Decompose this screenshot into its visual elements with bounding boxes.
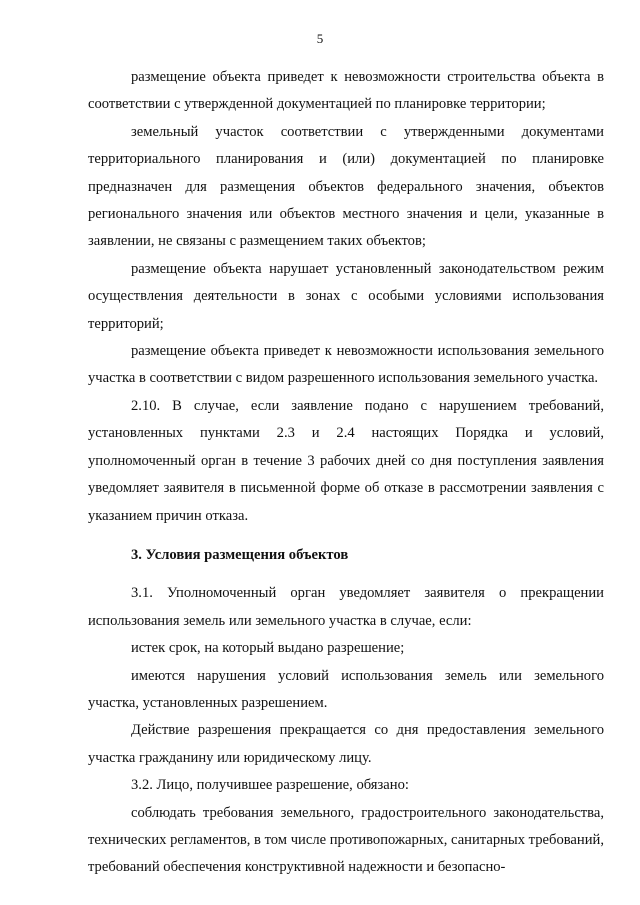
page-number: 5 bbox=[316, 31, 324, 46]
paragraph: имеются нарушения условий использования земель или земельного участка, установленных разрешением. bbox=[88, 667, 604, 711]
paragraph: соблюдать требования земельного, градостроительного законодательства, технических регламентов, в том числе противопожарных, санитарных требований, требований обеспечения конструктивной надежности и безопасно- bbox=[88, 804, 604, 876]
paragraph: 3.2. Лицо, получившее разрешение, обязано: bbox=[131, 777, 409, 794]
paragraph: Действие разрешения прекращается со дня предоставления земельного участка гражданину или юридическому лицу. bbox=[88, 722, 604, 766]
section-heading: 3. Условия размещения объектов bbox=[131, 546, 349, 563]
paragraph: 2.10. В случае, если заявление подано с нарушением требований, установленных пунктами 2.3 и 2.4 настоящих Порядка и условий, уполномоченный орган в течение 3 рабочих дней со дня поступления заявления уведомляет заявителя в письменной форме об отказе в рассмотрении заявления с указанием причин отказа. bbox=[88, 397, 604, 524]
paragraph: размещение объекта приведет к невозможности использования земельного участка в соответствии с видом разрешенного использования земельного участка. bbox=[88, 343, 604, 387]
paragraph: 3.1. Уполномоченный орган уведомляет заявителя о прекращении использования земель или земельного участка в случае, если: bbox=[88, 585, 604, 629]
paragraph: земельный участок соответствии с утвержденными документами территориального планирования и (или) документацией по планировке предназначен для размещения объектов федерального значения, объектов регионального значения или объектов местного значения и цели, указанные в заявлении, не связаны с размещением таких объектов; bbox=[88, 123, 604, 250]
paragraph: размещение объекта приведет к невозможности строительства объекта в соответствии с утвержденной документацией по планировке территории; bbox=[88, 69, 604, 113]
paragraph: размещение объекта нарушает установленный законодательством режим осуществления деятельности в зонах с особыми условиями использования территорий; bbox=[88, 260, 604, 332]
document-body bbox=[88, 64, 604, 882]
paragraph: истек срок, на который выдано разрешение; bbox=[131, 640, 405, 657]
